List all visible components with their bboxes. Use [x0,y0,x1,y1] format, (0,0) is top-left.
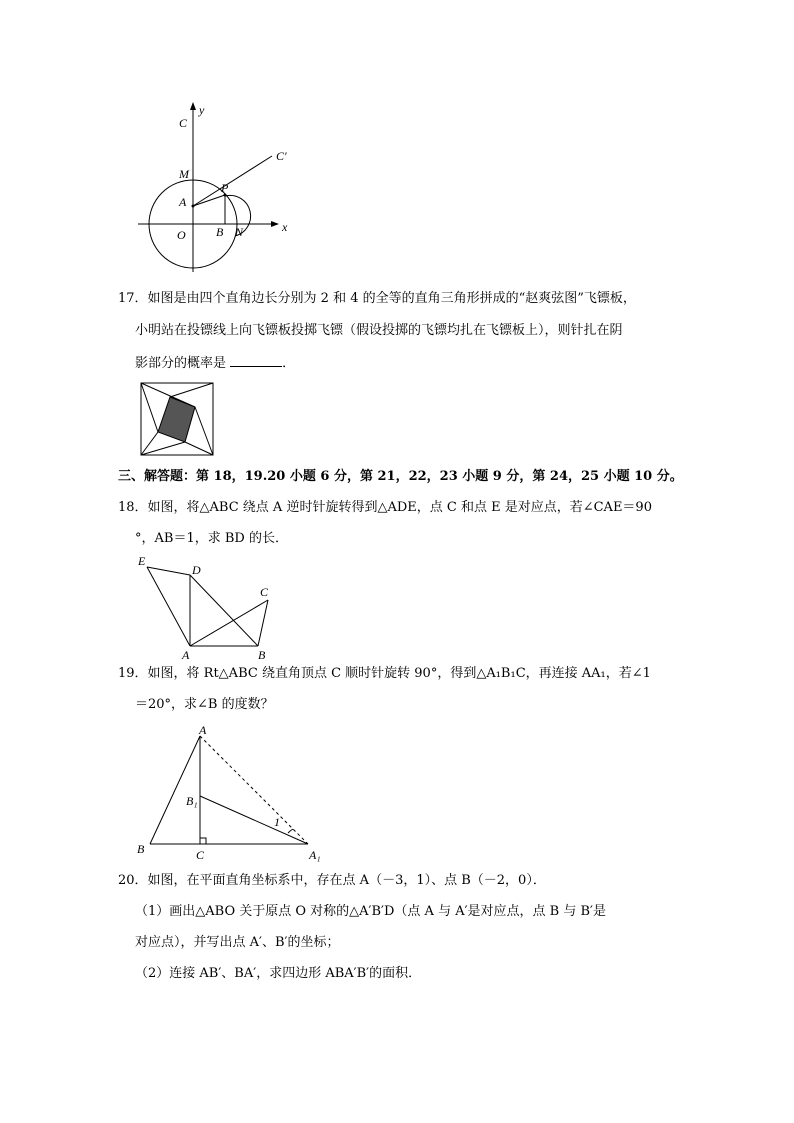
label-x: x [282,220,288,234]
q17-line1: 17．如图是由四个直角边长分别为 2 和 4 的全等的直角三角形拼成的“赵爽弦图”飞镖板， [118,291,636,306]
label-c: C [260,585,269,599]
q19-line1: 19．如图，将 Rt△ABC 绕直角顶点 C 顺时针旋转 90°，得到△A₁B₁C，再连接 AA₁，若∠1 [118,666,651,681]
label-angle-1: 1 [274,815,280,829]
q19-line2: ＝20°，求∠B 的度数？ [135,697,274,712]
label-b: B [216,225,224,239]
label-b: B [137,842,145,856]
label-a: A [179,195,187,209]
q20-line2: （1）画出△ABO 关于原点 O 对称的△A′B′D（点 A 与 A′是对应点，点 B 与 B′是 [135,904,607,919]
label-a: A [199,723,207,737]
q18-line2: °，AB＝1，求 BD 的长． [135,531,288,546]
label-p: P [221,181,229,195]
label-y: y [199,103,205,117]
q20-line3: 对应点），并写出点 A′、B′的坐标； [135,935,340,950]
label-b1: B₁ [186,794,198,808]
q17-line2: 小明站在投镖线上向飞镖板投掷飞镖（假设投掷的飞镖均扎在飞镖板上），则针扎在阴 [135,323,623,338]
label-e: E [138,554,146,568]
q17-line3-before: 影部分的概率是 [135,356,227,371]
q17-line3-after: ． [282,356,296,371]
q20-line1: 20．如图，在平面直角坐标系中，存在点 A（－3，1）、点 B（－2，0）． [118,873,546,888]
label-c: C [179,116,188,130]
label-c: C [196,848,205,862]
label-a1: A₁ [309,848,321,862]
label-b: B [258,648,266,662]
label-c-prime: C′ [276,149,287,163]
label-m: M [179,167,189,181]
label-n: N [235,225,244,239]
q18-line1: 18．如图，将△ABC 绕点 A 逆时针旋转得到△ADE，点 C 和点 E 是对应点，若∠CAE＝90 [118,500,652,515]
q20-line4: （2）连接 AB′、BA′，求四边形 ABA′B′的面积． [135,966,422,981]
label-d: D [192,563,201,577]
label-a: A [182,648,190,662]
label-o: O [177,228,186,242]
section-3-heading: 三、解答题：第 18，19.20 小题 6 分，第 21，22，23 小题 9 分，第 24，25 小题 10 分。 [118,469,683,484]
